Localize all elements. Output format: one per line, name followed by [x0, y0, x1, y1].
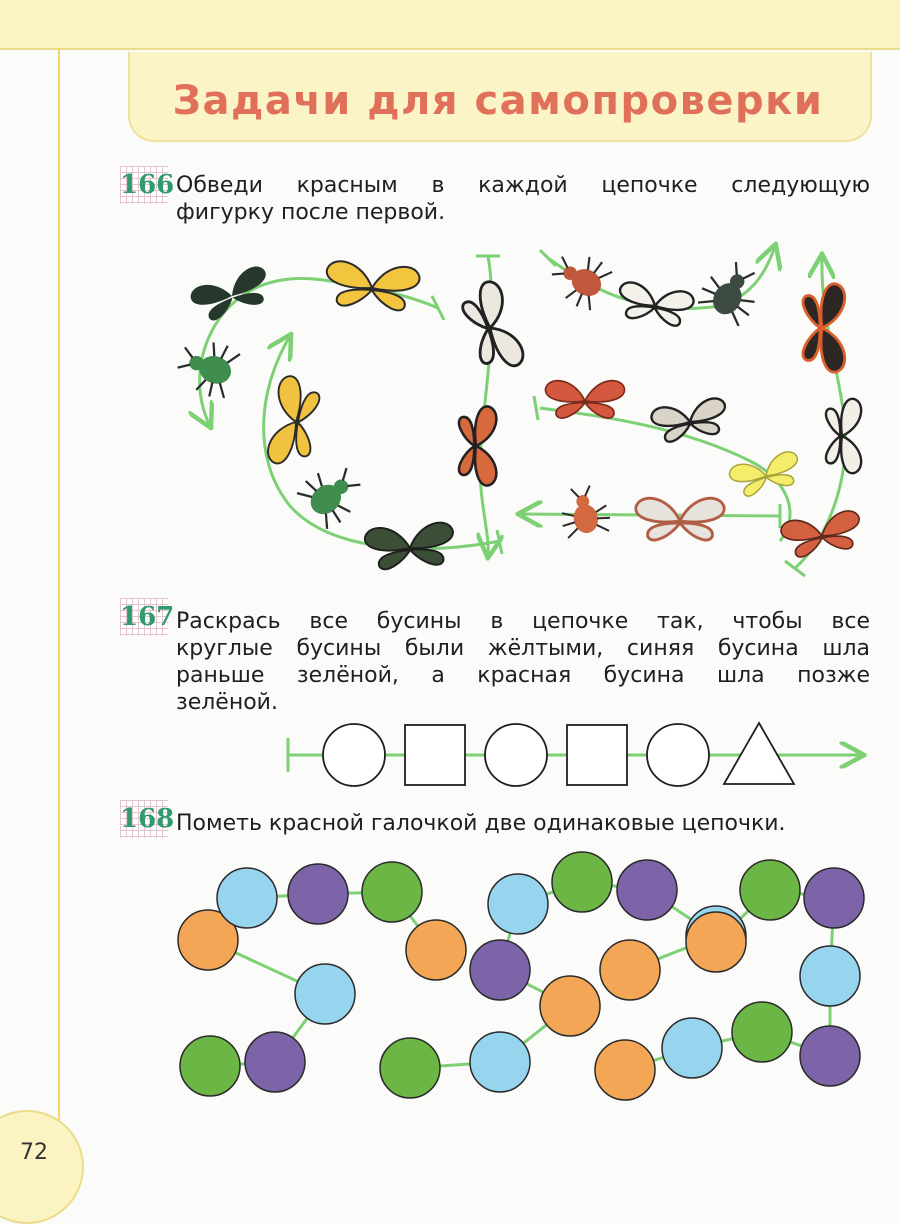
task-168-number: 168	[120, 800, 168, 838]
chain-bead-purple	[470, 940, 530, 1000]
task-167-line: Раскрась все бусины в цепочке так, чтобы все	[176, 609, 870, 634]
top-decor-band	[0, 0, 900, 50]
task-167-text	[176, 608, 870, 716]
chain-bead-blue	[470, 1032, 530, 1092]
chain-bead-green	[740, 860, 800, 920]
chain-bead-orange	[595, 1040, 655, 1100]
chain-bead-green	[380, 1038, 440, 1098]
chain-bead-green	[732, 1002, 792, 1062]
page-title: Задачи для самопроверки	[172, 78, 824, 124]
bead-chain	[0, 716, 900, 796]
task-167-line: зелёной.	[176, 690, 278, 715]
task-166-line: фигурку после первой.	[176, 200, 446, 225]
insect-chains-illustration	[0, 236, 900, 596]
task-168-text	[176, 810, 870, 837]
chain-bead-orange	[686, 912, 746, 972]
chain-bead-blue	[488, 874, 548, 934]
chain-bead-blue	[217, 868, 277, 928]
bead-circle	[647, 724, 709, 786]
task-167-line: раньше зелёной, а красная бусина шла позже	[176, 663, 870, 688]
chain-bead-orange	[600, 940, 660, 1000]
chain-bead-blue	[800, 946, 860, 1006]
beetle-icon	[172, 243, 769, 538]
task-166-text	[176, 172, 870, 226]
chain-bead-orange	[540, 976, 600, 1036]
chain-bead-green	[180, 1036, 240, 1096]
chain-bead-blue	[662, 1018, 722, 1078]
bead-square	[405, 725, 465, 785]
task-166-line: Обведи красным в каждой цепочке следующую	[176, 173, 870, 198]
bead-circle	[485, 724, 547, 786]
chain-bead-purple	[617, 860, 677, 920]
page-number: 72	[20, 1140, 48, 1165]
bead-square	[567, 725, 627, 785]
chain-bead-purple	[245, 1032, 305, 1092]
bead-circle	[323, 724, 385, 786]
chain-bead-green	[552, 852, 612, 912]
task-168-line: Пометь красной галочкой две одинаковые цепочки.	[176, 811, 786, 836]
chain-bead-orange	[406, 920, 466, 980]
color-chains-illustration	[0, 850, 900, 1130]
task-167-line: круглые бусины были жёлтыми, синяя бусина шла	[176, 636, 870, 661]
task-167-number: 167	[120, 598, 168, 636]
chain-bead-purple	[288, 864, 348, 924]
butterfly-icon	[188, 260, 864, 571]
chain-bead-blue	[295, 964, 355, 1024]
chain-bead-purple	[800, 1026, 860, 1086]
chain-bead-green	[362, 862, 422, 922]
chain-bead-purple	[804, 868, 864, 928]
task-166-number: 166	[120, 166, 168, 204]
